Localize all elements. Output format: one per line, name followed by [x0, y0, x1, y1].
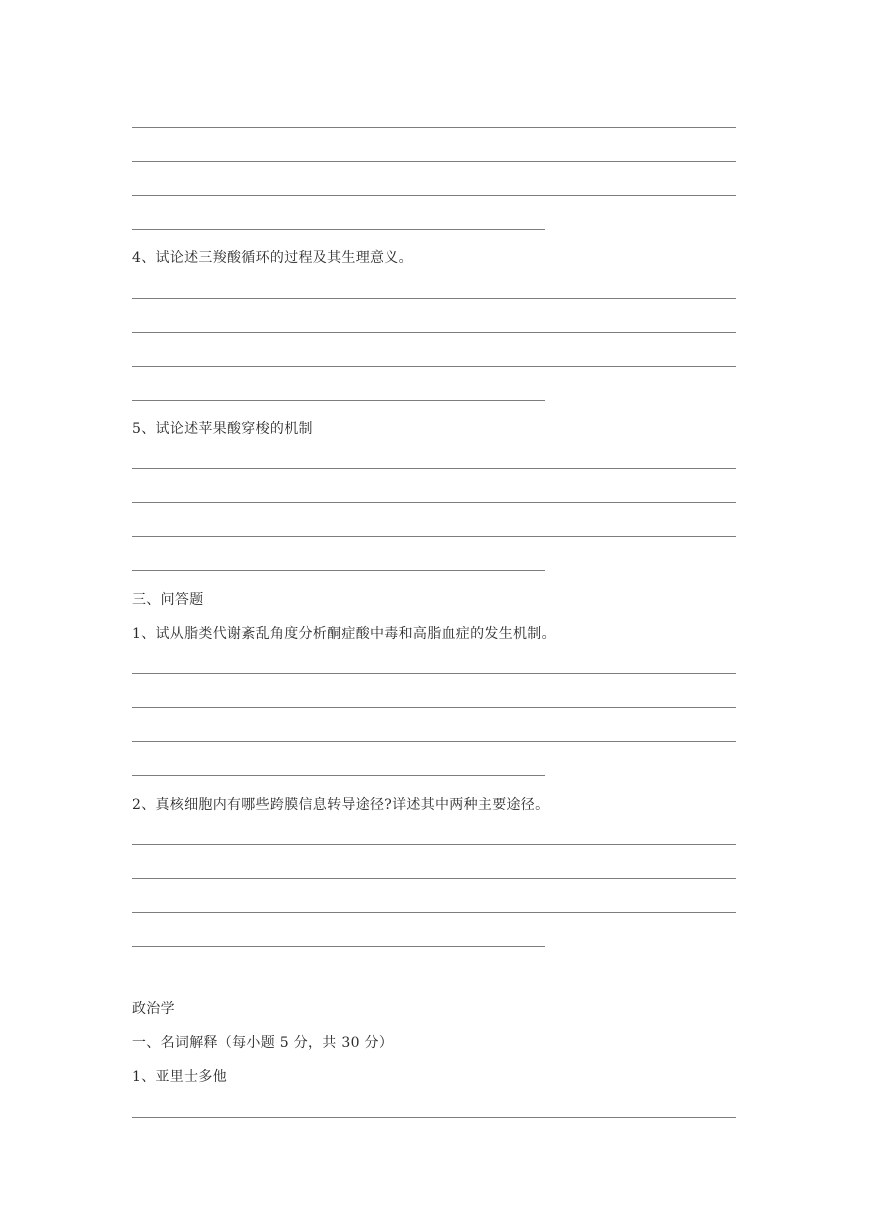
- answer-line: [132, 536, 736, 537]
- answer-line: [132, 912, 736, 913]
- definition-question-1: 1、亚里士多他: [132, 1069, 228, 1085]
- answer-line: [132, 775, 545, 776]
- answer-line: [132, 400, 545, 401]
- question-5: 5、试论述苹果酸穿梭的机制: [132, 421, 313, 437]
- answer-line: [132, 195, 736, 196]
- subject-title: 政治学: [132, 1001, 175, 1017]
- question-4: 4、试论述三羧酸循环的过程及其生理意义。: [132, 250, 413, 266]
- answer-line: [132, 468, 736, 469]
- answer-line: [132, 127, 736, 128]
- answer-line: [132, 298, 736, 299]
- answer-line: [132, 332, 736, 333]
- answer-line: [132, 161, 736, 162]
- section-heading-essay: 三、问答题: [132, 592, 204, 608]
- answer-line: [132, 707, 736, 708]
- answer-line: [132, 502, 736, 503]
- answer-line: [132, 946, 545, 947]
- essay-question-2: 2、真核细胞内有哪些跨膜信息转导途径?详述其中两种主要途径。: [132, 797, 550, 813]
- answer-line: [132, 844, 736, 845]
- answer-line: [132, 1117, 736, 1118]
- answer-line: [132, 741, 736, 742]
- answer-line: [132, 570, 545, 571]
- section-heading-definitions: 一、名词解释（每小题 5 分，共 30 分）: [132, 1035, 394, 1051]
- essay-question-1: 1、试从脂类代谢紊乱角度分析酮症酸中毒和高脂血症的发生机制。: [132, 626, 556, 642]
- answer-line: [132, 366, 736, 367]
- answer-line: [132, 878, 736, 879]
- answer-line: [132, 673, 736, 674]
- answer-line: [132, 229, 545, 230]
